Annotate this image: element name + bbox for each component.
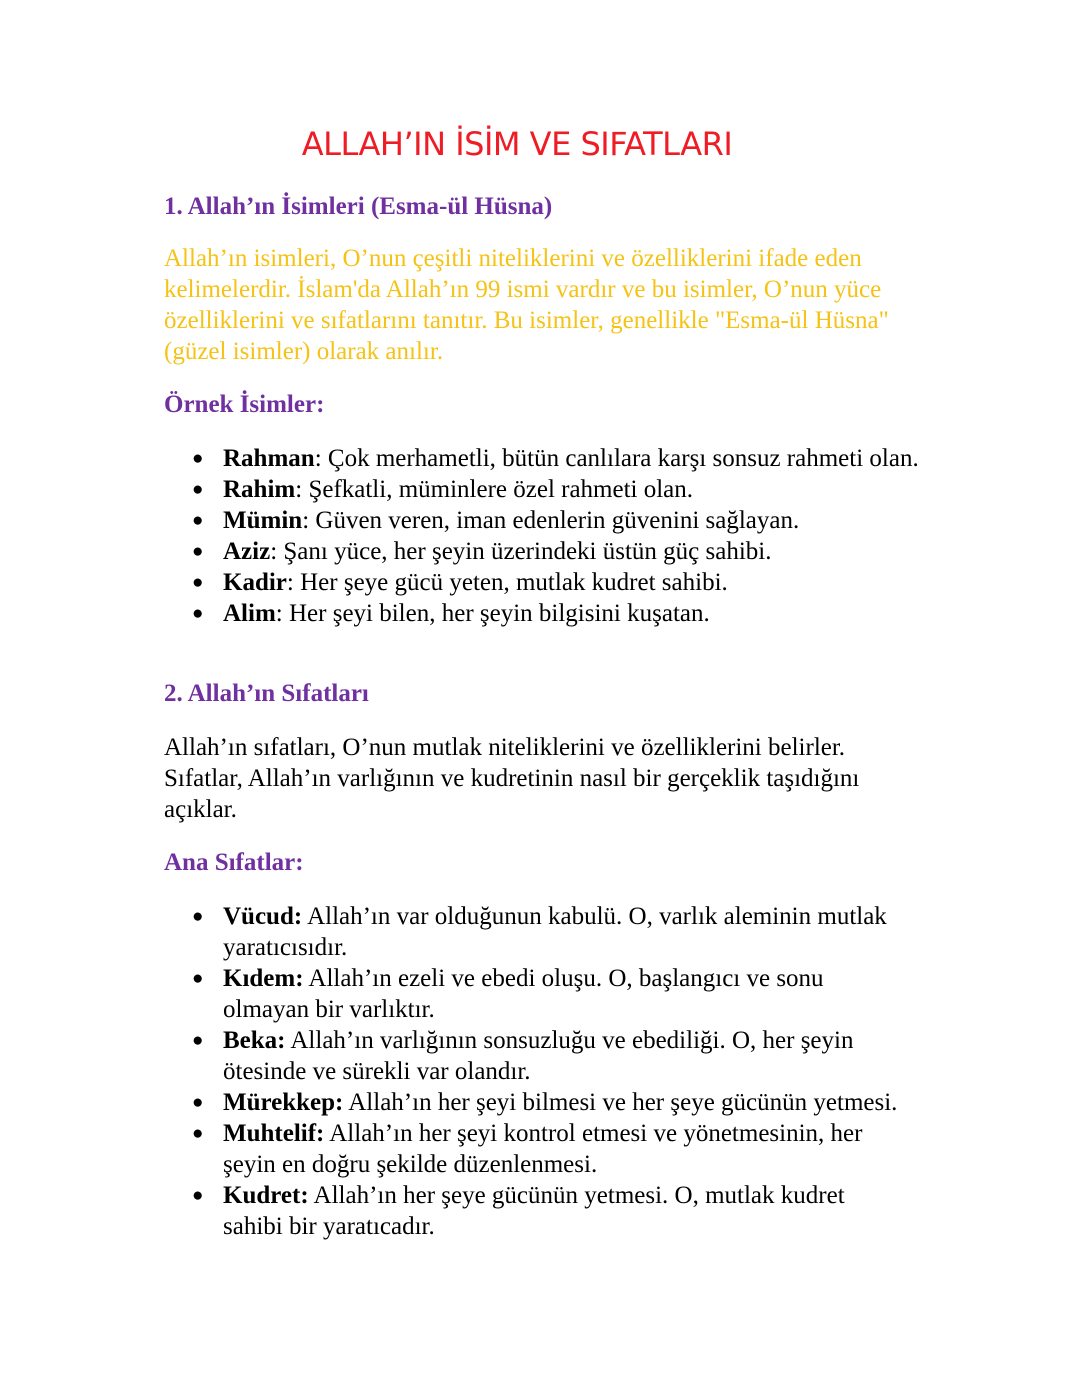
item-term: Rahim	[223, 476, 296, 503]
item-term: Vücud:	[223, 903, 303, 930]
item-desc: Güven veren, iman edenlerin güvenini sağlayan.	[315, 507, 800, 534]
examples-heading: Örnek İsimler:	[164, 391, 325, 418]
list-item	[164, 1025, 904, 1087]
item-desc: Şefkatli, müminlere özel rahmeti olan.	[308, 476, 694, 503]
section1-heading: 1. Allah’ın İsimleri (Esma-ül Hüsna)	[164, 193, 553, 220]
item-desc: Allah’ın varlığının sonsuzluğu ve ebediliği. O, her şeyin ötesinde ve sürekli var olandır.	[223, 1027, 854, 1085]
attributes-list	[164, 901, 904, 1242]
item-desc: Çok merhametli, bütün canlılara karşı sonsuz rahmeti olan.	[327, 445, 919, 472]
item-term: Kıdem:	[223, 965, 304, 992]
section2-intro: Allah’ın sıfatları, O’nun mutlak niteliklerini ve özelliklerini belirler. Sıfatlar, Allah’ın varlığının ve kudretinin nasıl bir gerçeklik taşıdığını açıklar.	[164, 734, 860, 823]
item-desc: Allah’ın var olduğunun kabulü. O, varlık aleminin mutlak yaratıcısıdır.	[223, 903, 887, 961]
list-item	[164, 901, 904, 963]
list-item	[164, 1180, 904, 1242]
item-desc: Allah’ın ezeli ve ebedi oluşu. O, başlangıcı ve sonu olmayan bir varlıktır.	[223, 965, 824, 1023]
list-item	[164, 1087, 904, 1118]
bullet-icon: ●	[192, 1092, 204, 1113]
bullet-icon: ●	[192, 1030, 204, 1051]
bullet-icon: ●	[192, 479, 204, 500]
bullet-icon: ●	[192, 906, 204, 927]
attributes-heading: Ana Sıfatlar:	[164, 849, 304, 876]
list-item: ● Kadir: Her şeye gücü yeten, mutlak kudret sahibi.	[192, 569, 728, 596]
section1-intro: Allah’ın isimleri, O’nun çeşitli niteliklerini ve özelliklerini ifade eden kelimelerdir. İslam'da Allah’ın 99 ismi vardır ve bu isimler, O’nun yüce özelliklerini ve sıfatlarını tanıtır. Bu isimler, genellikle "Esma-ül Hüsna" (güzel isimler) olarak anılır.	[164, 245, 889, 365]
list-item: ● Alim: Her şeyi bilen, her şeyin bilgisini kuşatan.	[192, 600, 710, 627]
item-desc: Her şeye gücü yeten, mutlak kudret sahibi.	[300, 569, 728, 596]
bullet-icon: ●	[192, 968, 204, 989]
item-term: Mürekkep:	[223, 1089, 344, 1116]
bullet-icon: ●	[192, 572, 204, 593]
list-item: ● Mümin: Güven veren, iman edenlerin güvenini sağlayan.	[192, 507, 800, 534]
section2-heading: 2. Allah’ın Sıfatları	[164, 680, 369, 707]
bullet-icon: ●	[192, 510, 204, 531]
list-item	[164, 1118, 904, 1180]
item-term: Alim	[223, 600, 276, 627]
list-item: ● Rahman: Çok merhametli, bütün canlılara karşı sonsuz rahmeti olan.	[192, 445, 919, 472]
bullet-icon: ●	[192, 541, 204, 562]
item-term: Kadir	[223, 569, 287, 596]
page-title: ALLAH’IN İSİM VE SIFATLARI	[301, 125, 733, 163]
item-term: Rahman	[223, 445, 315, 472]
bullet-icon: ●	[192, 603, 204, 624]
list-item: ● Rahim: Şefkatli, müminlere özel rahmeti olan.	[192, 476, 694, 503]
bullet-icon: ●	[192, 1123, 204, 1144]
item-term: Aziz	[223, 538, 271, 565]
item-desc: Allah’ın her şeyi kontrol etmesi ve yönetmesinin, her şeyin en doğru şekilde düzenlenmesi.	[223, 1120, 863, 1178]
examples-list	[164, 443, 924, 629]
list-item	[164, 963, 904, 1025]
item-term: Kudret:	[223, 1182, 309, 1209]
item-desc: Allah’ın her şeyi bilmesi ve her şeye gücünün yetmesi.	[348, 1089, 898, 1116]
bullet-icon: ●	[192, 448, 204, 469]
item-desc: Allah’ın her şeye gücünün yetmesi. O, mutlak kudret sahibi bir yaratıcadır.	[223, 1182, 845, 1240]
item-term: Beka:	[223, 1027, 286, 1054]
item-term: Mümin	[223, 507, 303, 534]
item-term: Muhtelif:	[223, 1120, 325, 1147]
bullet-icon: ●	[192, 1185, 204, 1206]
item-desc: Her şeyi bilen, her şeyin bilgisini kuşatan.	[288, 600, 710, 627]
list-item: ● Aziz: Şanı yüce, her şeyin üzerindeki üstün güç sahibi.	[192, 538, 772, 565]
item-desc: Şanı yüce, her şeyin üzerindeki üstün güç sahibi.	[283, 538, 772, 565]
